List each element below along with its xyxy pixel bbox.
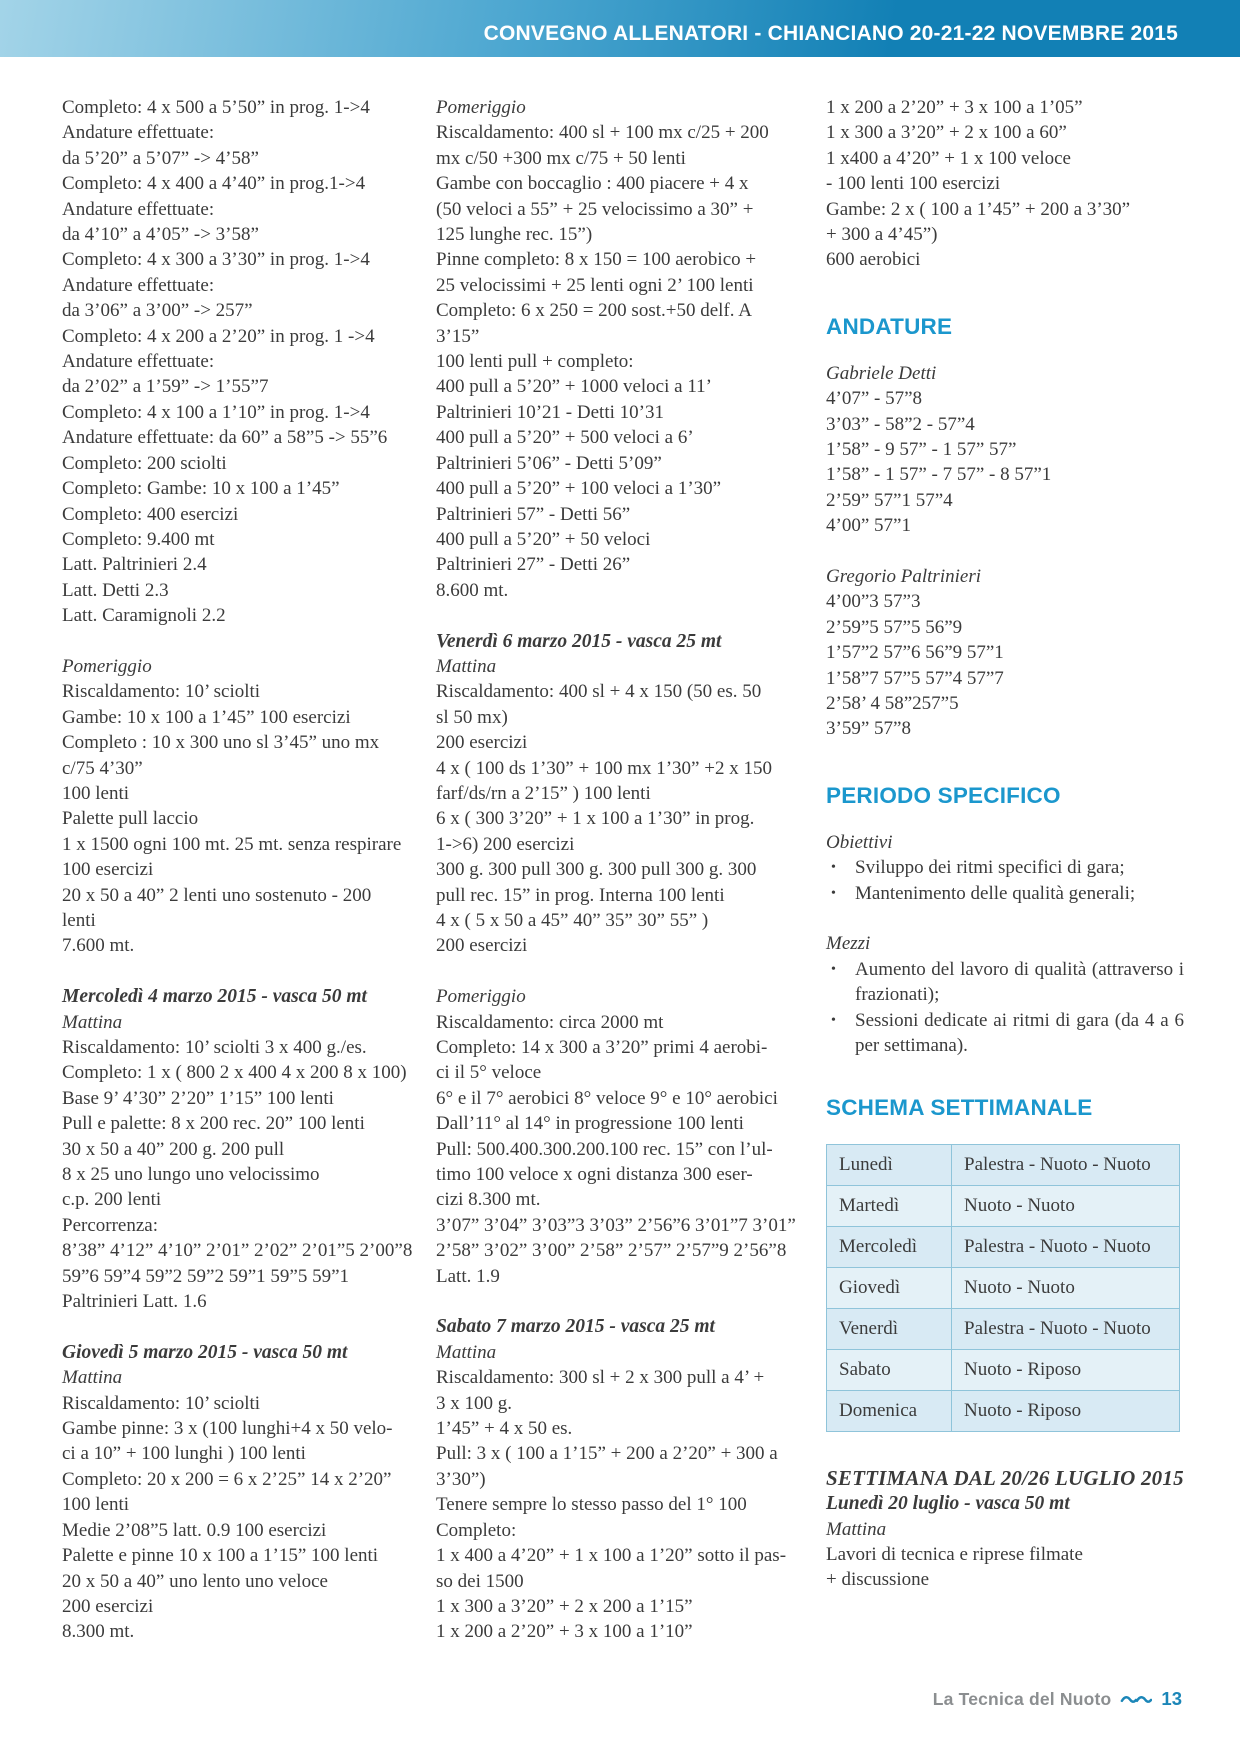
text-line: Gambe pinne: 3 x (100 lunghi+4 x 50 velo- — [62, 1418, 393, 1440]
date-heading: Sabato 7 marzo 2015 - vasca 25 mt — [436, 1316, 715, 1338]
text-line: 3’07” 3’04” 3’03”3 3’03” 2’56”6 3’01”7 3’01” — [436, 1214, 796, 1236]
text-line: 20 x 50 a 40” 2 lenti uno sostenuto - 200 — [62, 884, 372, 906]
text-line: 25 velocissimi + 25 lenti ogni 2’ 100 lenti — [436, 274, 754, 296]
spacer — [826, 809, 1188, 829]
spacer — [826, 742, 1188, 783]
text-line: Paltrinieri 5’06” - Detti 5’09” — [436, 452, 662, 474]
text-line: Paltrinieri Latt. 1.6 — [62, 1291, 207, 1313]
text-line: Riscaldamento: 10’ sciolti — [62, 681, 261, 703]
spacer — [436, 603, 814, 628]
text-line: 4’07” - 57”8 — [826, 388, 923, 410]
text-line: Completo: 400 esercizi — [62, 503, 239, 525]
bullet-item — [826, 881, 1188, 906]
spacer — [826, 906, 1188, 931]
spacer — [826, 539, 1188, 564]
text-line: 1’45” + 4 x 50 es. — [436, 1418, 573, 1440]
activities-cell: Nuoto - Riposo — [952, 1350, 1180, 1391]
table-row — [827, 1350, 1180, 1391]
text-line: Latt. Detti 2.3 — [62, 579, 169, 601]
text-line: Latt. 1.9 — [436, 1265, 500, 1287]
bullet-icon: • — [831, 885, 836, 901]
column-2 — [436, 95, 814, 1645]
text-line: Riscaldamento: 10’ sciolti — [62, 1392, 261, 1414]
text-line: Gregorio Paltrinieri — [826, 566, 981, 588]
text-line: Gambe con boccaglio : 400 piacere + 4 x — [436, 173, 749, 195]
column-1 — [62, 95, 424, 1645]
text-line: Medie 2’08”5 latt. 0.9 100 esercizi — [62, 1519, 327, 1541]
section-heading: PERIODO SPECIFICO — [826, 783, 1061, 809]
text-line: 200 esercizi — [62, 1595, 154, 1617]
text-line: 1 x 300 a 3’20” + 2 x 200 a 1’15” — [436, 1595, 693, 1617]
text-line: 1 x 400 a 4’20” + 1 x 100 a 1’20” sotto il pas- — [436, 1545, 787, 1567]
spacer — [62, 629, 424, 654]
text-line: 3’15” — [436, 325, 480, 347]
text-line: 8.600 mt. — [436, 579, 509, 601]
text-line: Andature effettuate: — [62, 351, 215, 373]
text-line: 6° e il 7° aerobici 8° veloce 9° e 10° aerobici — [436, 1087, 778, 1109]
text-line: Riscaldamento: 10’ sciolti 3 x 400 g./es. — [62, 1037, 367, 1058]
date-heading: Lunedì 20 luglio - vasca 50 mt — [826, 1493, 1070, 1515]
bullet-item — [826, 855, 1188, 880]
activities-cell: Nuoto - Nuoto — [952, 1268, 1180, 1309]
spacer — [436, 1289, 814, 1314]
text-line: 1 x 300 a 3’20” + 2 x 100 a 60” — [826, 122, 1067, 144]
text-line: Latt. Caramignoli 2.2 — [62, 605, 226, 627]
text-line: Gambe: 10 x 100 a 1’45” 100 esercizi — [62, 706, 351, 728]
text-line: Pull: 3 x ( 100 a 1’15” + 200 a 2’20” + 300 a — [436, 1443, 778, 1465]
text-line: lenti — [62, 909, 96, 931]
text-line: c/75 4’30” — [62, 757, 143, 779]
text-line: da 4’10” a 4’05” -> 3’58” — [62, 224, 259, 246]
text-line: 3’59” 57”8 — [826, 718, 911, 740]
text-line: Latt. Paltrinieri 2.4 — [62, 554, 207, 576]
bullet-text: Aumento del lavoro di qualità (attraverso i frazionati); — [855, 958, 1184, 1006]
text-line: Gabriele Detti — [826, 362, 937, 384]
bullet-icon: • — [831, 1012, 836, 1028]
text-line: 400 pull a 5’20” + 500 veloci a 6’ — [436, 427, 694, 449]
text-line: sl 50 mx) — [436, 706, 508, 728]
text-line: 1’58” - 9 57” - 1 57” 57” — [826, 439, 1017, 460]
text-line: (50 veloci a 55” + 25 velocissimo a 30” + — [436, 198, 754, 220]
activities-cell: Nuoto - Riposo — [952, 1391, 1180, 1432]
section-heading: ANDATURE — [826, 314, 953, 340]
text-line: Base 9’ 4’30” 2’20” 1’15” 100 lenti — [62, 1087, 334, 1109]
text-line: da 2’02” a 1’59” -> 1’55”7 — [62, 376, 269, 398]
text-line: Andature effettuate: da 60” a 58”5 -> 55”6 — [62, 427, 388, 449]
text-line: 1 x 200 a 2’20” + 3 x 100 a 1’05” — [826, 97, 1083, 118]
text-line: Mattina — [436, 655, 497, 677]
text-line: Andature effettuate: — [62, 274, 215, 296]
text-line: Paltrinieri 57” - Detti 56” — [436, 503, 631, 525]
page-header — [0, 0, 1240, 57]
text-line: Completo: 14 x 300 a 3’20” primi 4 aerobi- — [436, 1037, 768, 1058]
text-line: Completo: — [436, 1519, 517, 1541]
text-line: 400 pull a 5’20” + 50 veloci — [436, 528, 651, 550]
text-line: Andature effettuate: — [62, 122, 215, 144]
page-title: CONVEGNO ALLENATORI - CHIANCIANO 20-21-22 NOVEMBRE 2015 — [483, 21, 1178, 45]
text-line: 400 pull a 5’20” + 1000 veloci a 11’ — [436, 376, 712, 398]
text-line: 30 x 50 a 40” 200 g. 200 pull — [62, 1138, 285, 1160]
content-columns — [62, 95, 1188, 1645]
text-line: ci a 10” + 100 lunghi ) 100 lenti — [62, 1443, 306, 1465]
text-line: 300 g. 300 pull 300 g. 300 pull 300 g. 300 — [436, 859, 757, 881]
text-line: Mezzi — [826, 933, 871, 955]
text-line: 59”6 59”4 59”2 59”2 59”1 59”5 59”1 — [62, 1265, 350, 1287]
text-line: 3’03” - 58”2 - 57”4 — [826, 413, 975, 435]
text-line: Completo: 1 x ( 800 2 x 400 4 x 200 8 x 100) — [62, 1062, 407, 1084]
activities-cell: Palestra - Nuoto - Nuoto — [952, 1145, 1180, 1186]
text-line: 1 x 200 a 2’20” + 3 x 100 a 1’10” — [436, 1621, 693, 1643]
activities-cell: Nuoto - Nuoto — [952, 1186, 1180, 1227]
table-row — [827, 1186, 1180, 1227]
text-line: 2’58” 3’02” 3’00” 2’58” 2’57” 2’57”9 2’56”8 — [436, 1240, 787, 1262]
text-line: Lavori di tecnica e riprese filmate — [826, 1543, 1083, 1565]
text-line: mx c/50 +300 mx c/75 + 50 lenti — [436, 147, 686, 169]
text-line: Riscaldamento: 400 sl + 100 mx c/25 + 200 — [436, 122, 769, 144]
text-line: 1’58” - 1 57” - 7 57” - 8 57”1 — [826, 464, 1052, 486]
text-line: Completo: 6 x 250 = 200 sost.+50 delf. A — [436, 300, 752, 322]
text-line: Percorrenza: — [62, 1214, 158, 1236]
text-line: 2’58’ 4 58”257”5 — [826, 693, 959, 715]
text-line: timo 100 veloce x ogni distanza 300 eser- — [436, 1164, 753, 1186]
text-line: Mattina — [826, 1518, 887, 1540]
text-line: 125 lunghe rec. 15”) — [436, 224, 593, 246]
text-line: Completo: 4 x 300 a 3’30” in prog. 1->4 — [62, 249, 370, 271]
wave-icon — [1120, 1693, 1152, 1705]
bullet-text: Sessioni dedicate ai ritmi di gara (da 4 a 6 per settimana). — [855, 1009, 1184, 1057]
text-line: cizi 8.300 mt. — [436, 1189, 541, 1211]
text-line: so dei 1500 — [436, 1570, 524, 1592]
text-line: 8’38” 4’12” 4’10” 2’01” 2’02” 2’01”5 2’00”8 — [62, 1240, 413, 1262]
bullet-text: Mantenimento delle qualità generali; — [855, 882, 1136, 904]
spacer — [826, 1121, 1188, 1141]
text-line: 100 esercizi — [62, 859, 154, 881]
spacer — [436, 959, 814, 984]
date-heading: Giovedì 5 marzo 2015 - vasca 50 mt — [62, 1341, 348, 1363]
text-line: 4 x ( 5 x 50 a 45” 40” 35” 30” 55” ) — [436, 909, 709, 931]
text-line: Obiettivi — [826, 831, 893, 853]
day-cell: Venerdì — [827, 1309, 952, 1350]
text-line: da 5’20” a 5’07” -> 4’58” — [62, 147, 259, 169]
day-cell: Lunedì — [827, 1145, 952, 1186]
text-line: Completo: 4 x 200 a 2’20” in prog. 1 ->4 — [62, 325, 375, 347]
text-line: Andature effettuate: — [62, 198, 215, 220]
bullet-item — [826, 1008, 1188, 1059]
text-line: Completo: 9.400 mt — [62, 528, 215, 550]
text-line: 1’57”2 57”6 56”9 57”1 — [826, 642, 1004, 664]
spacer — [826, 1435, 1188, 1465]
table-row — [827, 1145, 1180, 1186]
bullet-text: Sviluppo dei ritmi specifici di gara; — [855, 857, 1125, 879]
text-line: 100 lenti — [62, 782, 130, 804]
text-line: 4’00” 57”1 — [826, 515, 911, 537]
table-row — [827, 1227, 1180, 1268]
text-line: Pull: 500.400.300.200.100 rec. 15” con l’ul- — [436, 1138, 773, 1160]
table-row — [827, 1268, 1180, 1309]
text-line: Pomeriggio — [436, 97, 526, 118]
text-line: Completo: Gambe: 10 x 100 a 1’45” — [62, 478, 340, 500]
text-line: Mattina — [62, 1011, 123, 1033]
text-line: Completo: 4 x 400 a 4’40” in prog.1->4 — [62, 173, 366, 195]
text-line: Dall’11° al 14° in progressione 100 lenti — [436, 1113, 744, 1135]
date-heading: Venerdì 6 marzo 2015 - vasca 25 mt — [436, 630, 722, 652]
section-heading: SCHEMA SETTIMANALE — [826, 1094, 1093, 1120]
text-line: Pomeriggio — [62, 655, 152, 677]
spacer — [826, 273, 1188, 314]
text-line: + 300 a 4’45”) — [826, 224, 938, 246]
text-line: Riscaldamento: 300 sl + 2 x 300 pull a 4’ + — [436, 1367, 765, 1389]
text-line: 100 lenti pull + completo: — [436, 351, 634, 373]
date-heading: SETTIMANA DAL 20/26 LUGLIO 2015 — [826, 1465, 1184, 1490]
activities-cell: Palestra - Nuoto - Nuoto — [952, 1309, 1180, 1350]
text-line: 100 lenti — [62, 1494, 130, 1516]
text-line: Palette e pinne 10 x 100 a 1’15” 100 lenti — [62, 1545, 379, 1567]
text-line: 4 x ( 100 ds 1’30” + 100 mx 1’30” +2 x 150 — [436, 757, 772, 779]
text-line: Riscaldamento: 400 sl + 4 x 150 (50 es. 50 — [436, 681, 762, 703]
text-line: da 3’06” a 3’00” -> 257” — [62, 300, 253, 322]
text-line: Tenere sempre lo stesso passo del 1° 100 — [436, 1494, 747, 1516]
column-3 — [826, 95, 1188, 1645]
spacer — [826, 340, 1188, 360]
text-line: 1’58”7 57”5 57”4 57”7 — [826, 667, 1004, 689]
text-line: 6 x ( 300 3’20” + 1 x 100 a 1’30” in prog. — [436, 808, 755, 830]
text-line: Mattina — [436, 1341, 497, 1363]
text-line: 1->6) 200 esercizi — [436, 833, 575, 855]
text-line: Paltrinieri 10’21 - Detti 10’31 — [436, 401, 664, 423]
text-line: 600 aerobici — [826, 249, 921, 271]
date-heading: Mercoledì 4 marzo 2015 - vasca 50 mt — [62, 986, 367, 1008]
text-line: farf/ds/rn a 2’15” ) 100 lenti — [436, 782, 651, 804]
text-line: Gambe: 2 x ( 100 a 1’45” + 200 a 3’30” — [826, 198, 1131, 220]
spacer — [62, 959, 424, 984]
text-line: Paltrinieri 27” - Detti 26” — [436, 554, 631, 576]
text-line: Riscaldamento: circa 2000 mt — [436, 1011, 664, 1033]
text-line: 200 esercizi — [436, 732, 528, 754]
text-line: 4’00”3 57”3 — [826, 591, 921, 613]
bullet-item — [826, 957, 1188, 1008]
text-line: Mattina — [62, 1367, 123, 1389]
text-line: 8 x 25 uno lungo uno velocissimo — [62, 1164, 320, 1186]
spacer — [826, 1058, 1188, 1094]
text-line: pull rec. 15” in prog. Interna 100 lenti — [436, 884, 725, 906]
text-line: 400 pull a 5’20” + 100 veloci a 1’30” — [436, 478, 722, 500]
day-cell: Sabato — [827, 1350, 952, 1391]
bullet-icon: • — [831, 860, 836, 876]
text-line: Pull e palette: 8 x 200 rec. 20” 100 lenti — [62, 1113, 365, 1135]
activities-cell: Palestra - Nuoto - Nuoto — [952, 1227, 1180, 1268]
page-number: 13 — [1161, 1688, 1182, 1709]
text-line: Completo: 200 sciolti — [62, 452, 227, 474]
spacer — [62, 1314, 424, 1339]
text-line: Completo: 4 x 500 a 5’50” in prog. 1->4 — [62, 97, 370, 118]
text-line: 200 esercizi — [436, 935, 528, 957]
text-line: 3’30”) — [436, 1468, 486, 1490]
table-row — [827, 1391, 1180, 1432]
day-cell: Domenica — [827, 1391, 952, 1432]
text-line: 1 x400 a 4’20” + 1 x 100 veloce — [826, 147, 1071, 169]
text-line: Pinne completo: 8 x 150 = 100 aerobico + — [436, 249, 757, 271]
text-line: Completo: 20 x 200 = 6 x 2’25” 14 x 2’20” — [62, 1468, 392, 1490]
text-line: 2’59” 57”1 57”4 — [826, 489, 953, 511]
day-cell: Martedì — [827, 1186, 952, 1227]
text-line: 8.300 mt. — [62, 1621, 135, 1643]
table-row — [827, 1309, 1180, 1350]
page-footer — [933, 1688, 1182, 1710]
text-line: Palette pull laccio — [62, 808, 199, 830]
text-line: 2’59”5 57”5 56”9 — [826, 616, 963, 638]
text-line: Completo: 4 x 100 a 1’10” in prog. 1->4 — [62, 401, 370, 423]
text-line: + discussione — [826, 1569, 930, 1591]
text-line: 1 x 1500 ogni 100 mt. 25 mt. senza respirare — [62, 833, 402, 855]
text-line: Pomeriggio — [436, 986, 526, 1008]
day-cell: Mercoledì — [827, 1227, 952, 1268]
day-cell: Giovedì — [827, 1268, 952, 1309]
text-line: 3 x 100 g. — [436, 1392, 512, 1414]
text-line: - 100 lenti 100 esercizi — [826, 173, 1001, 195]
text-line: ci il 5° veloce — [436, 1062, 542, 1084]
text-line: c.p. 200 lenti — [62, 1189, 162, 1211]
magazine-name: La Tecnica del Nuoto — [932, 1688, 1112, 1709]
text-line: 20 x 50 a 40” uno lento uno veloce — [62, 1570, 328, 1592]
weekly-schedule-table — [826, 1144, 1180, 1432]
bullet-icon: • — [831, 961, 836, 977]
text-line: Completo : 10 x 300 uno sl 3’45” uno mx — [62, 732, 380, 754]
text-line: 7.600 mt. — [62, 935, 135, 957]
